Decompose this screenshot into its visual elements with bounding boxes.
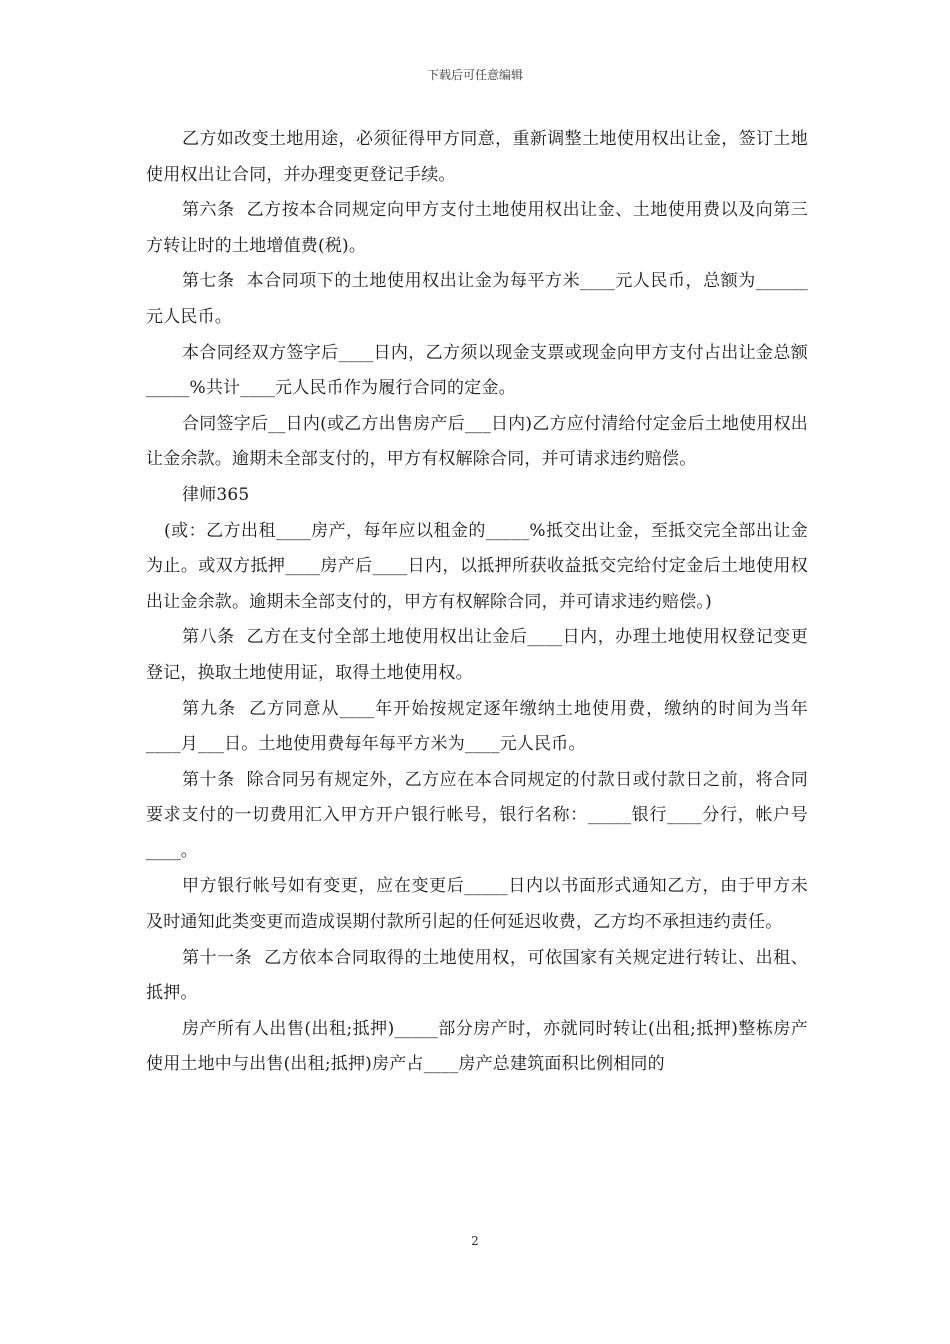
paragraph-article-9: 第九条 乙方同意从____年开始按规定逐年缴纳土地使用费，缴纳的时间为当年____月___日。土地使用费每年每平方米为____元人民币。 (146, 698, 808, 755)
paragraph-article-11: 第十一条 乙方依本合同取得的土地使用权，可依国家有关规定进行转让、出租、抵押。 (146, 947, 808, 1004)
paragraph-article-6: 第六条 乙方按本合同规定向甲方支付土地使用权出让金、土地使用费以及向第三方转让时的土地增值费(税)。 (146, 200, 808, 256)
paragraph-balance-payment: 合同签字后__日内(或乙方出售房产后___日内)乙方应付清给付定金后土地使用权出让金余款。逾期未全部支付的，甲方有权解除合同，并可请求违约赔偿。 (146, 413, 808, 470)
paragraph-article-7: 第七条 本合同项下的土地使用权出让金为每平方米____元人民币，总额为______元人民币。 (146, 271, 808, 327)
page-header: 下载后可任意编辑 (426, 68, 523, 82)
paragraph-deposit: 本合同经双方签字后____日内，乙方须以现金支票或现金向甲方支付占出让金总额_____%共计____元人民币作为履行合同的定金。 (146, 342, 808, 399)
paragraph-alternative-payment: (或：乙方出租____房产，每年应以租金的_____%抵交出让金，至抵交完全部出让金为止。或双方抵押____房产后____日内，以抵押所获收益抵交完给付定金后土地使用权出让金余款。逾期未全部支付的，甲方有权解除合同，并可请求违约赔偿。) (146, 520, 808, 612)
paragraph-land-use-change: 乙方如改变土地用途，必须征得甲方同意，重新调整土地使用权出让金，签订土地使用权出让合同，并办理变更登记手续。 (146, 129, 808, 185)
paragraph-bank-account-change: 甲方银行帐号如有变更，应在变更后_____日内以书面形式通知乙方，由于甲方未及时通知此类变更而造成误期付款所引起的任何延迟收费，乙方均不承担违约责任。 (146, 876, 808, 933)
paragraph-lawyer-365: 律师365 (182, 484, 250, 505)
page-number: 2 (471, 1234, 479, 1248)
paragraph-property-transfer: 房产所有人出售(出租;抵押)_____部分房产时，亦就同时转让(出租;抵押)整栋房产使用土地中与出售(出租;抵押)房产占____房产总建筑面积比例相同的 (146, 1018, 808, 1075)
paragraph-article-8: 第八条 乙方在支付全部土地使用权出让金后____日内，办理土地使用权登记变更登记，换取土地使用证，取得土地使用权。 (146, 627, 808, 683)
paragraph-article-10: 第十条 除合同另有规定外，乙方应在本合同规定的付款日或付款日之前，将合同要求支付的一切费用汇入甲方开户银行帐号，银行名称：_____银行____分行，帐户号____。 (146, 769, 808, 861)
document-body (146, 122, 808, 1083)
